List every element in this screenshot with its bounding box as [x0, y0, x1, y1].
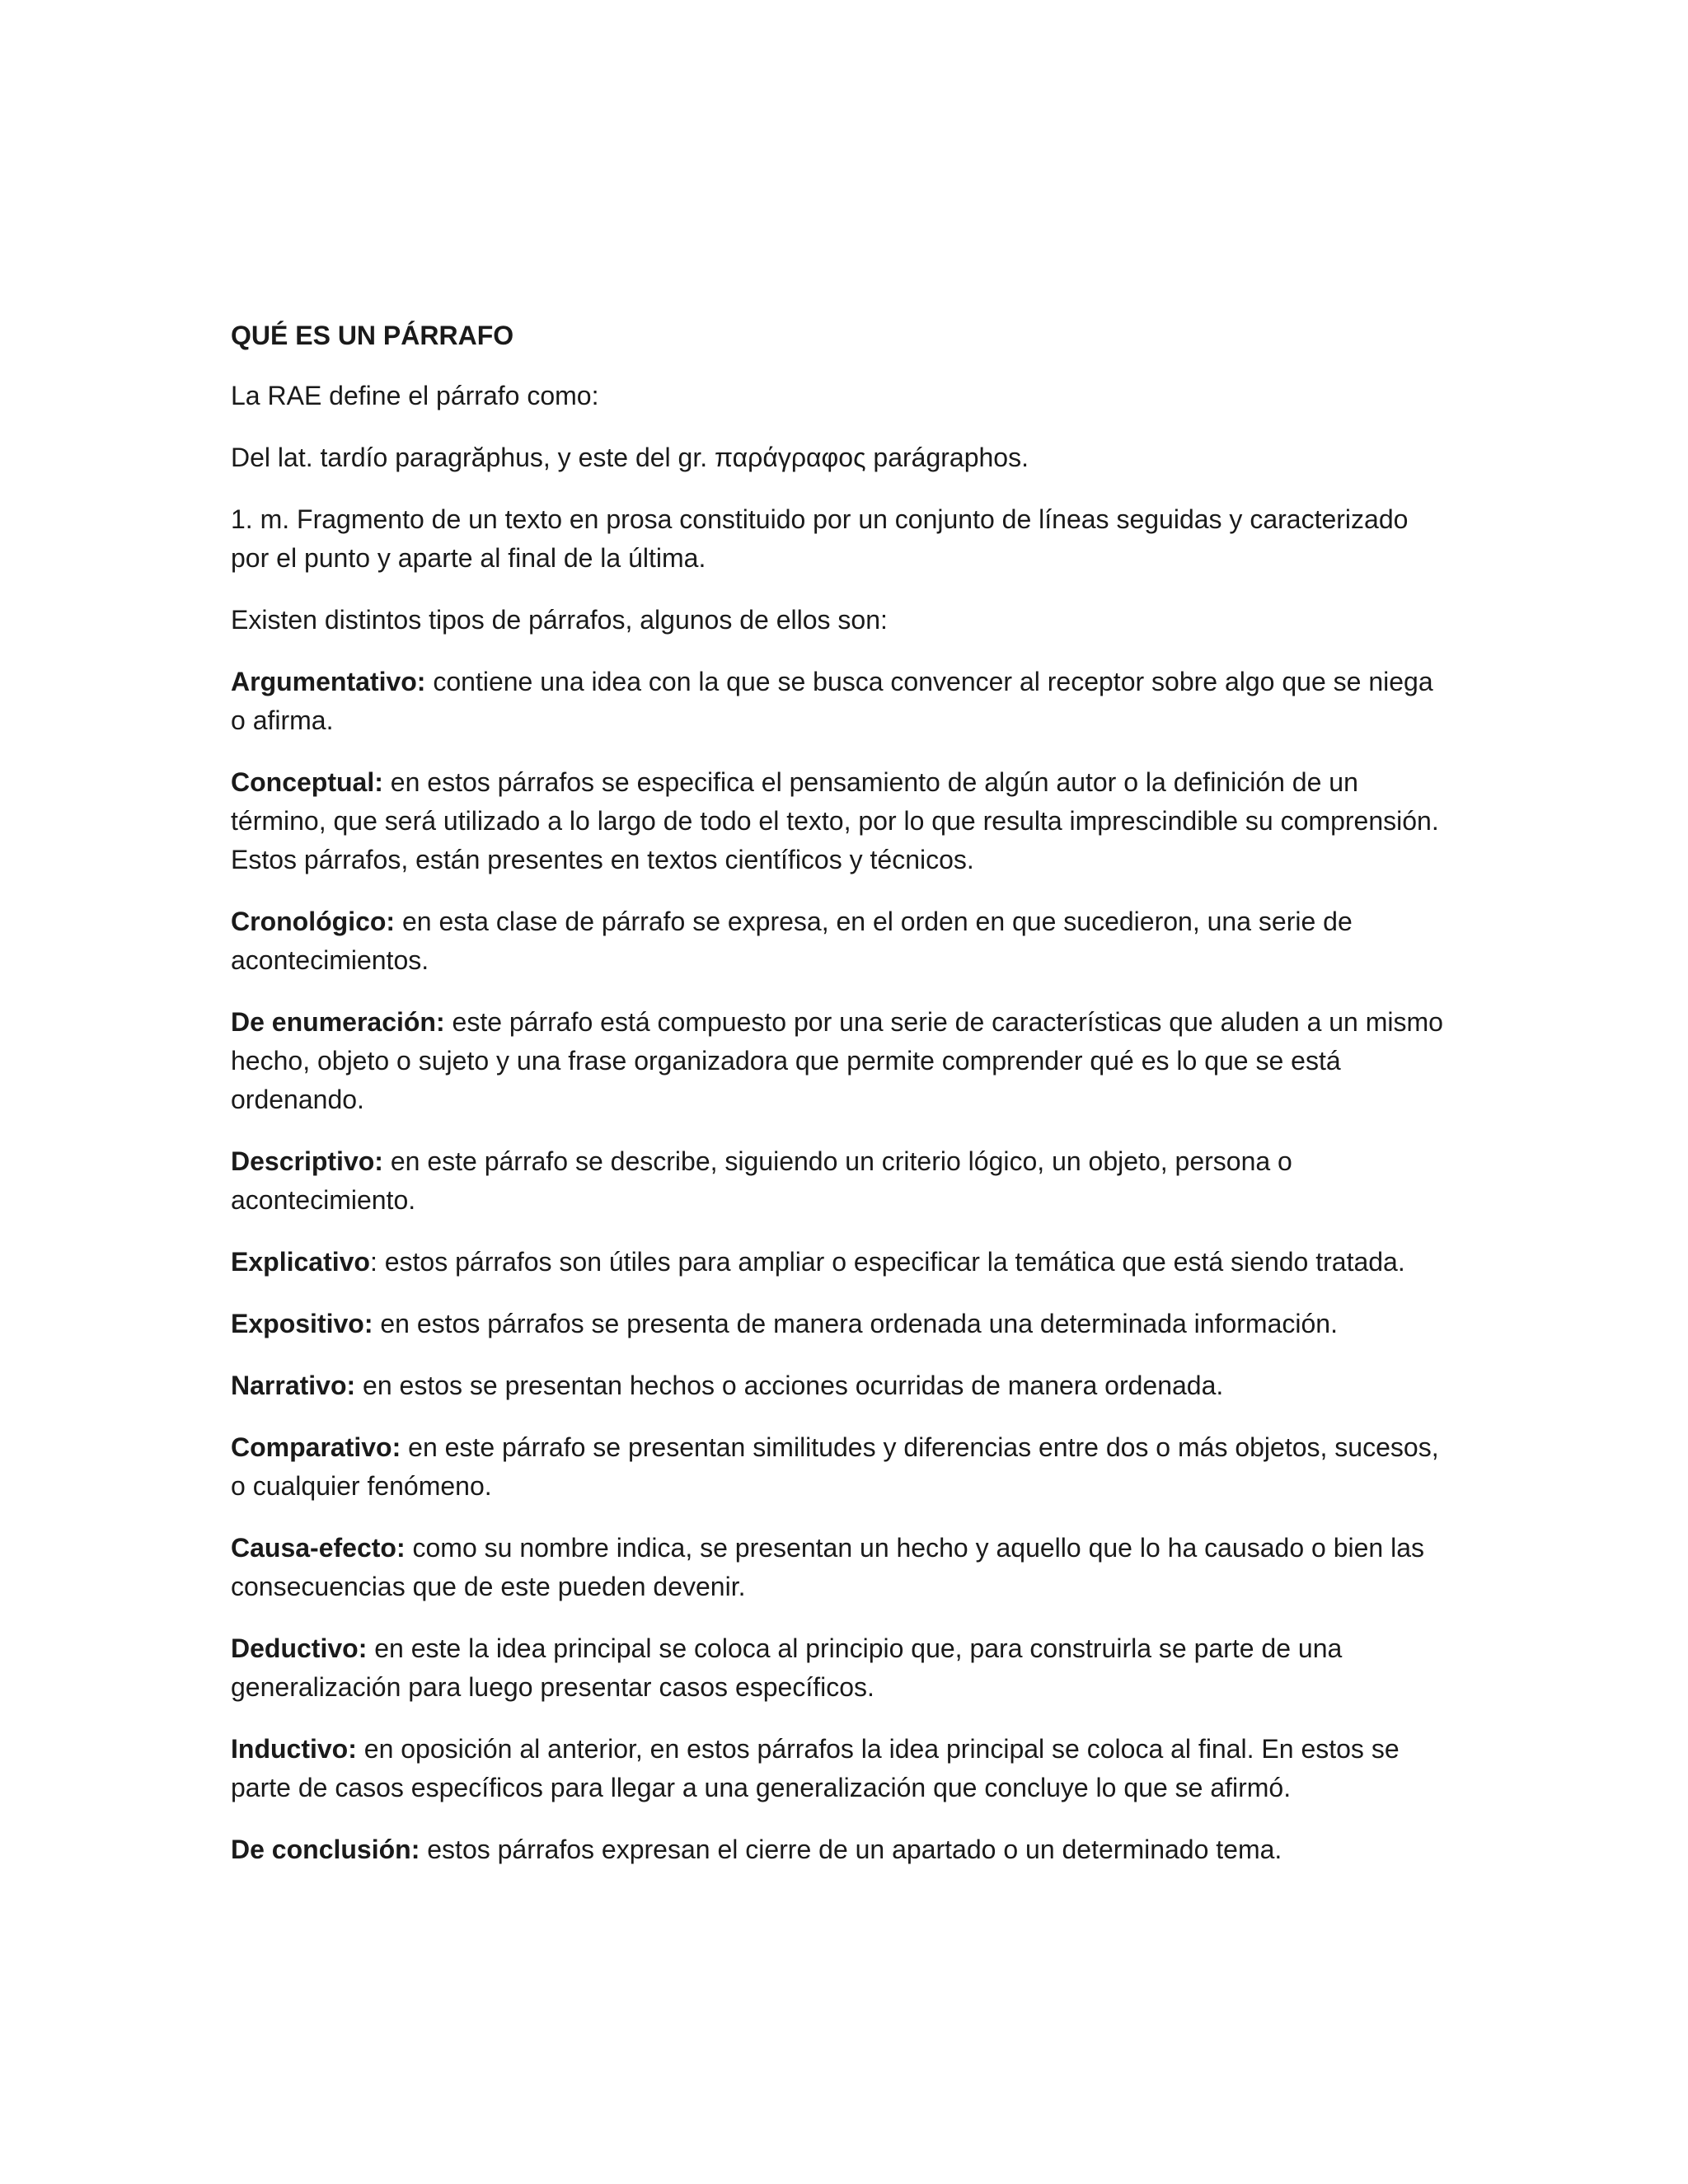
type-term: Inductivo:: [231, 1734, 357, 1764]
type-description: contiene una idea con la que se busca convencer al receptor sobre algo que se niega o afirma.: [231, 667, 1433, 735]
type-term: Expositivo:: [231, 1309, 373, 1338]
type-paragraph-conceptual: [231, 763, 1447, 879]
type-description: como su nombre indica, se presentan un hecho y aquello que lo ha causado o bien las consecuencias que de este pueden devenir.: [231, 1533, 1424, 1601]
definition-paragraph: 1. m. Fragmento de un texto en prosa constituido por un conjunto de líneas seguidas y caracterizado por el punto y aparte al final de la última.: [231, 504, 1409, 573]
type-description: estos párrafos expresan el cierre de un apartado o un determinado tema.: [420, 1835, 1282, 1864]
type-description: en estos párrafos se presenta de manera ordenada una determinada información.: [373, 1309, 1338, 1338]
type-term: Argumentativo:: [231, 667, 426, 696]
types-intro-paragraph: Existen distintos tipos de párrafos, algunos de ellos son:: [231, 605, 888, 635]
type-term: Causa-efecto:: [231, 1533, 406, 1563]
type-description: en oposición al anterior, en estos párrafos la idea principal se coloca al final. En estos se parte de casos específicos para llegar a una generalización que concluye lo que se afirmó.: [231, 1734, 1400, 1802]
type-term: De conclusión:: [231, 1835, 420, 1864]
etymology-paragraph: Del lat. tardío paragrăphus, y este del gr. παράγραφος parágraphos.: [231, 443, 1029, 472]
type-paragraph-inductivo: [231, 1730, 1447, 1807]
type-description: este párrafo está compuesto por una serie de características que aluden a un mismo hecho, objeto o sujeto y una frase organizadora que permite comprender qué es lo que se está ordenando.: [231, 1007, 1443, 1114]
type-term: De enumeración:: [231, 1007, 445, 1037]
type-paragraph-cronologico: [231, 902, 1447, 980]
page-title: QUÉ ES UN PÁRRAFO: [231, 321, 514, 350]
type-description: en este la idea principal se coloca al principio que, para construirla se parte de una generalización para luego presentar casos específicos.: [231, 1633, 1343, 1702]
type-paragraph-enumeracion: [231, 1003, 1447, 1119]
type-term: Narrativo:: [231, 1371, 356, 1400]
type-term: Explicativo: [231, 1247, 370, 1277]
type-description: en estos se presentan hechos o acciones ocurridas de manera ordenada.: [355, 1371, 1224, 1400]
type-paragraph-conclusion: [231, 1830, 1447, 1869]
type-description: en estos párrafos se especifica el pensamiento de algún autor o la definición de un término, que será utilizado a lo largo de todo el texto, por lo que resulta imprescindible su comprensión. Estos párrafos, están presentes en textos científicos y técnicos.: [231, 767, 1439, 874]
document-body: [231, 316, 1447, 1892]
type-description: en este párrafo se presentan similitudes y diferencias entre dos o más objetos, sucesos, o cualquier fenómeno.: [231, 1432, 1439, 1501]
type-description: : estos párrafos son útiles para ampliar o especificar la temática que está siendo tratada.: [369, 1247, 1405, 1277]
type-paragraph-narrativo: [231, 1366, 1447, 1405]
type-paragraph-explicativo: [231, 1243, 1447, 1282]
type-paragraph-argumentativo: [231, 663, 1447, 740]
type-term: Deductivo:: [231, 1633, 368, 1663]
intro-paragraph: La RAE define el párrafo como:: [231, 381, 599, 410]
type-term: Comparativo:: [231, 1432, 401, 1462]
type-paragraph-causa-efecto: [231, 1529, 1447, 1606]
type-term: Conceptual:: [231, 767, 383, 797]
type-term: Descriptivo:: [231, 1146, 383, 1176]
type-term: Cronológico:: [231, 907, 396, 936]
type-paragraph-comparativo: [231, 1428, 1447, 1506]
type-paragraph-deductivo: [231, 1629, 1447, 1707]
type-paragraph-descriptivo: [231, 1142, 1447, 1220]
type-description: en este párrafo se describe, siguiendo un criterio lógico, un objeto, persona o acontecimiento.: [231, 1146, 1292, 1215]
type-paragraph-expositivo: [231, 1305, 1447, 1343]
type-description: en esta clase de párrafo se expresa, en el orden en que sucedieron, una serie de acontecimientos.: [231, 907, 1353, 975]
